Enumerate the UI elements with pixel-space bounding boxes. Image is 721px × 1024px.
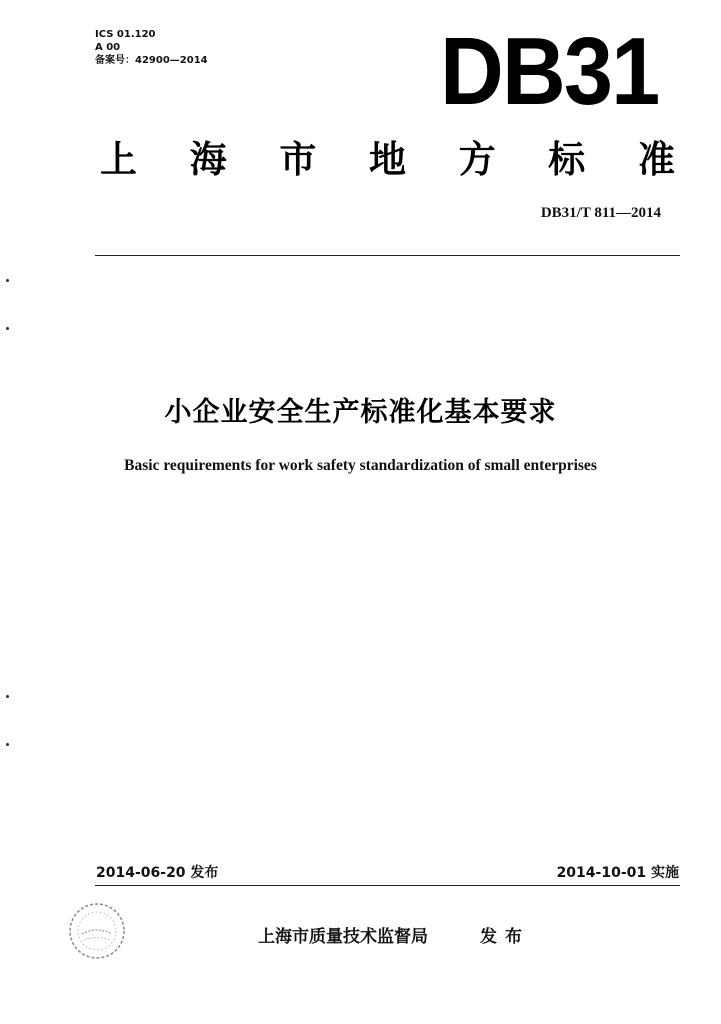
org-title-char: 准: [637, 137, 675, 181]
org-title-char: 地: [368, 137, 406, 181]
filing-number: 备案号：42900—2014: [95, 55, 208, 66]
org-title-char: 标: [548, 137, 586, 181]
org-title-char: 方: [458, 137, 496, 181]
ics-code: ICS 01.120: [95, 29, 156, 40]
scan-mark: [6, 279, 9, 282]
issue-date: 2014-06-20 发布: [96, 865, 219, 881]
document-title-chinese: 小企业安全生产标准化基本要求: [164, 397, 557, 428]
library-stamp-icon: [66, 900, 128, 962]
scan-mark: [6, 695, 9, 698]
bottom-divider: [95, 885, 680, 886]
standard-number: DB31/T 811—2014: [540, 205, 661, 221]
org-title-char: 上: [100, 137, 137, 181]
organization-title: [100, 130, 675, 182]
top-divider: [95, 255, 680, 256]
document-metadata: [95, 28, 208, 67]
scan-mark: [6, 327, 9, 330]
implementation-date: 2014-10-01 实施: [556, 865, 679, 881]
org-title-char: 市: [279, 137, 317, 181]
ccs-code: A 00: [95, 42, 121, 53]
issue-action: 发布: [480, 927, 530, 947]
issuing-authority: 上海市质量技术监督局: [258, 927, 428, 947]
db31-logo: DB31: [440, 18, 659, 125]
org-title-char: 海: [189, 137, 227, 181]
document-title-english: Basic requirements for work safety standardization of small enterprises: [124, 457, 597, 474]
scan-mark: [6, 743, 9, 746]
